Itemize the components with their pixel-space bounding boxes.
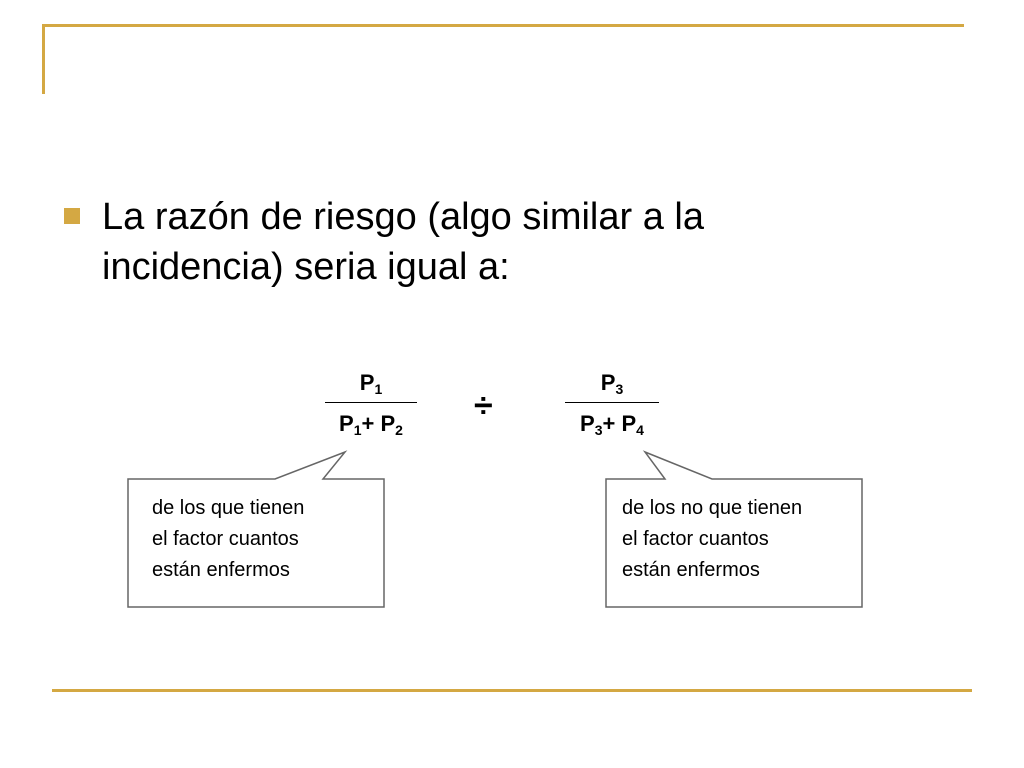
bullet-text: La razón de riesgo (algo similar a la incidencia) seria igual a: (102, 196, 704, 288)
fraction-left-numerator: $P_1$ (359, 370, 383, 397)
bottom-accent-rule (52, 689, 972, 692)
fraction-right-numerator: $P_3$ (600, 370, 624, 397)
callout-left-text: de los que tienen el factor cuantos están enfermos (152, 497, 305, 581)
fraction-right-denominator: $P_3+ P_4$ (580, 411, 644, 438)
callout-right-text: de los no que tienen el factor cuantos están enfermos (622, 497, 803, 581)
divide-operator: ÷ (474, 387, 493, 425)
fraction-left-denominator: $P_1+ P_2$ (339, 411, 403, 438)
